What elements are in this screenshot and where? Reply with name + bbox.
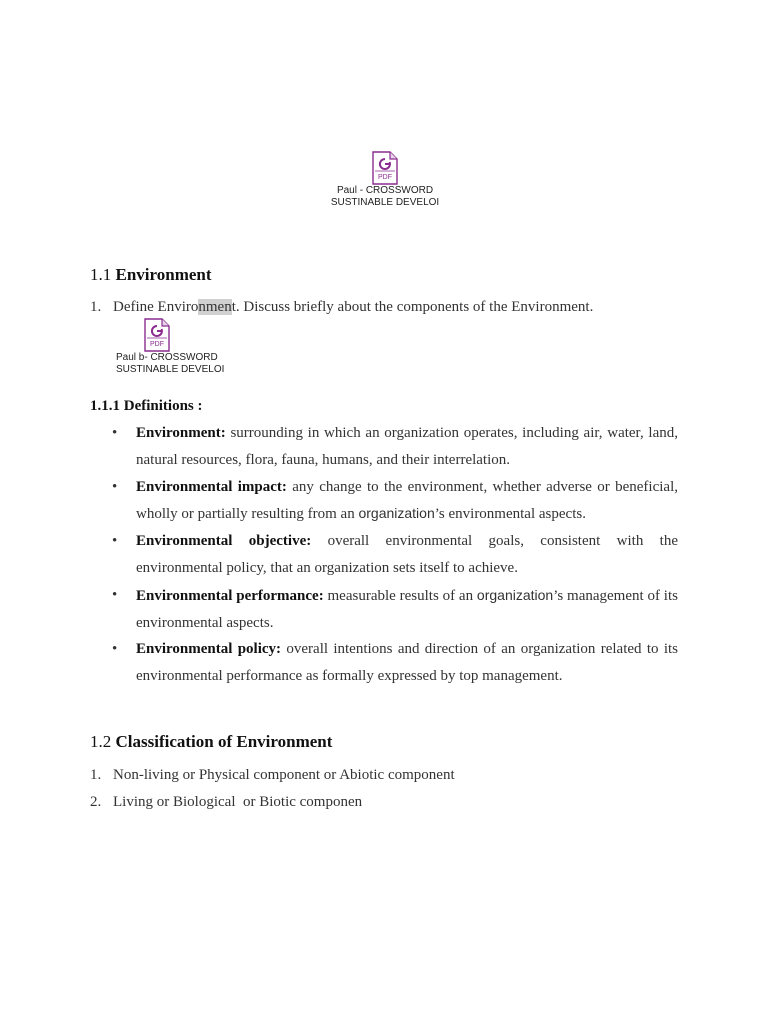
classification-item-2: 2. Living or Biological or Biotic componen [90,794,363,810]
bullet-icon: • [112,641,118,658]
bullet-icon: • [112,533,118,550]
section-heading-1-1: 1.1 Environment [90,265,212,284]
pdf-file-icon [371,151,399,185]
svg-text:PDF: PDF [150,341,164,348]
definitions-list [112,420,678,690]
attachment-caption: Paul b- CROSSWORD SUSTINABLE DEVELOI [116,352,225,375]
classification-item-1: 1. Non-living or Physical component or Abiotic component [90,767,455,783]
svg-text:PDF: PDF [378,174,392,181]
list-item: • Environmental impact: any change to the environment, whether adverse or beneficial, wholly or partially resulting from an organization’s environmental aspects. [112,474,678,529]
subsection-heading: 1.1.1 Definitions : [90,398,203,414]
attachment-caption: Paul - CROSSWORD SUSTINABLE DEVELOI [330,185,440,208]
pdf-file-icon [143,318,171,352]
list-item: • Environment: surrounding in which an organization operates, including air, water, land, natural resources, flora, fauna, humans, and their interrelation. [112,420,678,474]
pdf-attachment-1[interactable] [320,151,450,209]
question-item: 1. Define Environment. Discuss briefly about the components of the Environment. [90,299,594,315]
list-item: • Environmental performance: measurable results of an organization’s management of its environmental aspects. [112,582,678,637]
pdf-attachment-2[interactable] [101,318,225,376]
list-item: • Environmental policy: overall intentions and direction of an organization related to its environmental performance as formally expressed by top management. [112,636,678,690]
list-item: • Environmental objective: overall environmental goals, consistent with the environmental policy, that an organization sets itself to achieve. [112,528,678,582]
section-heading-1-2: 1.2 Classification of Environment [90,732,333,751]
bullet-icon: • [112,586,118,603]
text-highlight: nmen [198,299,232,315]
bullet-icon: • [112,478,118,495]
bullet-icon: • [112,425,118,441]
